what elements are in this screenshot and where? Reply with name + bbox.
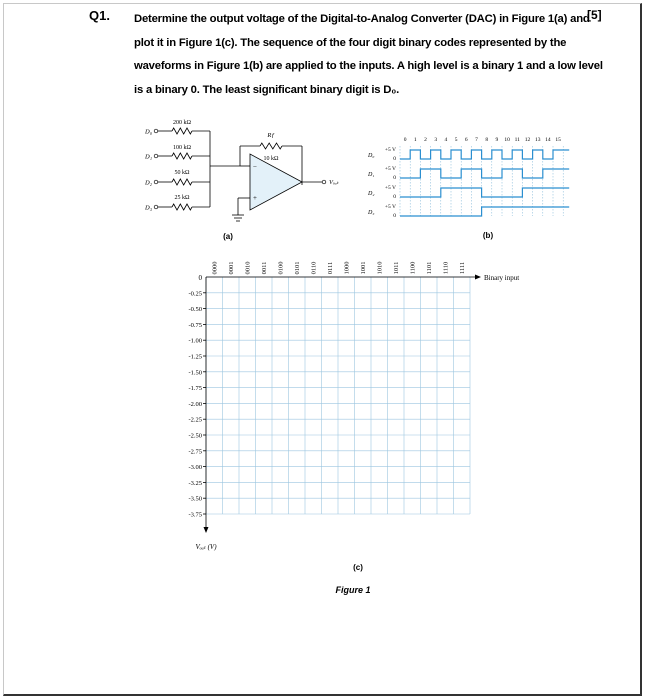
y-tick--1.75: -1.75 bbox=[188, 385, 202, 393]
question-number: Q1. bbox=[89, 8, 110, 23]
input-label-d3: D₃ bbox=[145, 204, 152, 212]
figure-b-label: (b) bbox=[482, 231, 494, 240]
binary-code-1001: 1001 bbox=[359, 261, 367, 275]
input-resistor-2 bbox=[172, 179, 192, 185]
channel-label-2: D₂ bbox=[368, 191, 375, 197]
time-index-10: 10 bbox=[504, 137, 510, 143]
time-index-15: 15 bbox=[555, 137, 561, 143]
feedback-resistor bbox=[260, 143, 282, 149]
output-label: Vₒᵤₜ bbox=[329, 179, 339, 186]
y-tick--2.00: -2.00 bbox=[188, 400, 202, 408]
low-level-label-3: 0 bbox=[393, 213, 396, 219]
input-label-d1: D₁ bbox=[145, 153, 152, 161]
feedback-label: Rƒ bbox=[267, 132, 275, 139]
input-terminal bbox=[154, 129, 158, 133]
binary-code-0011: 0011 bbox=[260, 261, 268, 275]
input-terminal bbox=[154, 180, 158, 184]
y-tick--1.50: -1.50 bbox=[188, 369, 202, 377]
binary-code-0100: 0100 bbox=[277, 261, 285, 275]
resistor-value-0: 200 kΩ bbox=[173, 120, 191, 126]
time-index-3: 3 bbox=[434, 137, 438, 143]
y-tick--0.75: -0.75 bbox=[188, 321, 202, 329]
time-index-0: 0 bbox=[403, 137, 407, 143]
time-index-4: 4 bbox=[444, 137, 448, 143]
opamp-plus: + bbox=[253, 194, 257, 202]
output-terminal bbox=[322, 180, 326, 184]
time-index-8: 8 bbox=[485, 137, 489, 143]
origin-label: 0 bbox=[198, 274, 202, 282]
waveform-d1 bbox=[400, 169, 569, 178]
resistor-value-2: 50 kΩ bbox=[174, 170, 190, 176]
time-index-11: 11 bbox=[514, 137, 520, 143]
high-level-label-3: +5 V bbox=[384, 204, 396, 210]
time-index-6: 6 bbox=[464, 137, 468, 143]
binary-code-1111: 1111 bbox=[458, 261, 466, 275]
y-tick--2.75: -2.75 bbox=[188, 448, 202, 456]
channel-label-0: D₀ bbox=[368, 153, 375, 159]
high-level-label-0: +5 V bbox=[384, 147, 396, 153]
time-index-5: 5 bbox=[454, 137, 458, 143]
y-tick--3.00: -3.00 bbox=[188, 464, 202, 472]
y-tick--0.50: -0.50 bbox=[188, 306, 202, 314]
binary-code-1010: 1010 bbox=[376, 261, 384, 275]
binary-code-0101: 0101 bbox=[293, 261, 301, 275]
y-tick--3.50: -3.50 bbox=[188, 495, 202, 503]
channel-label-3: D₃ bbox=[368, 210, 375, 216]
input-resistor-1 bbox=[172, 153, 192, 159]
input-label-d0: D₀ bbox=[145, 128, 152, 136]
y-tick--2.50: -2.50 bbox=[188, 432, 202, 440]
y-tick--1.25: -1.25 bbox=[188, 353, 202, 361]
waveform-d2 bbox=[400, 188, 569, 197]
time-index-2: 2 bbox=[424, 137, 427, 143]
input-terminal bbox=[154, 154, 158, 158]
feedback-value: 10 kΩ bbox=[263, 156, 279, 162]
y-tick--3.25: -3.25 bbox=[188, 479, 202, 487]
waveform-d0 bbox=[400, 150, 569, 159]
time-index-9: 9 bbox=[495, 137, 499, 143]
time-index-7: 7 bbox=[475, 137, 478, 143]
time-index-14: 14 bbox=[545, 137, 551, 143]
x-axis-arrow bbox=[475, 275, 481, 280]
input-resistor-0 bbox=[172, 128, 192, 134]
binary-code-0111: 0111 bbox=[326, 261, 334, 275]
x-axis-label: Binary input bbox=[484, 274, 520, 282]
question-text: Determine the output voltage of the Digital-to-Analog Converter (DAC) in Figure 1(a) and plot it in Figure 1(c). The sequence of the four digit binary codes represented by the waveforms in Figure 1(b) are applied to the inputs. A high level is a binary 1 and a low level is a binary 0. The least significant binary digit is D₀. bbox=[134, 13, 603, 96]
channel-label-1: D₁ bbox=[368, 172, 375, 178]
low-level-label-2: 0 bbox=[393, 194, 396, 200]
op-amp bbox=[250, 154, 302, 210]
question-marks: [5] bbox=[587, 8, 602, 22]
binary-code-1011: 1011 bbox=[392, 261, 400, 275]
y-tick--3.75: -3.75 bbox=[188, 511, 202, 519]
high-level-label-2: +5 V bbox=[384, 185, 396, 191]
low-level-label-0: 0 bbox=[393, 156, 396, 162]
binary-code-1110: 1110 bbox=[442, 261, 450, 275]
figure-a-label: (a) bbox=[223, 232, 233, 241]
low-level-label-1: 0 bbox=[393, 175, 396, 181]
y-tick--2.25: -2.25 bbox=[188, 416, 202, 424]
y-tick--0.25: -0.25 bbox=[188, 290, 202, 298]
time-index-12: 12 bbox=[524, 137, 531, 143]
opamp-minus: − bbox=[253, 163, 257, 171]
resistor-value-3: 25 kΩ bbox=[174, 195, 190, 201]
input-resistor-3 bbox=[172, 204, 192, 210]
time-index-1: 1 bbox=[413, 137, 417, 143]
waveform-d3 bbox=[400, 207, 569, 216]
binary-code-0010: 0010 bbox=[244, 261, 252, 275]
binary-code-0001: 0001 bbox=[227, 261, 235, 275]
binary-code-1101: 1101 bbox=[425, 261, 433, 275]
binary-code-0000: 0000 bbox=[211, 261, 219, 275]
binary-code-1000: 1000 bbox=[343, 261, 351, 275]
input-label-d2: D₂ bbox=[145, 179, 152, 187]
time-index-13: 13 bbox=[534, 137, 541, 143]
resistor-value-1: 100 kΩ bbox=[173, 145, 191, 151]
binary-code-0110: 0110 bbox=[310, 261, 318, 275]
y-axis-arrow bbox=[204, 527, 209, 533]
figure-c-label: (c) bbox=[353, 563, 363, 572]
input-terminal bbox=[154, 205, 158, 209]
binary-code-1100: 1100 bbox=[409, 261, 417, 275]
y-axis-label: Vₒᵤₜ (V) bbox=[195, 543, 217, 551]
figure-caption: Figure 1 bbox=[335, 585, 371, 595]
high-level-label-1: +5 V bbox=[384, 166, 396, 172]
y-tick--1.00: -1.00 bbox=[188, 337, 202, 345]
